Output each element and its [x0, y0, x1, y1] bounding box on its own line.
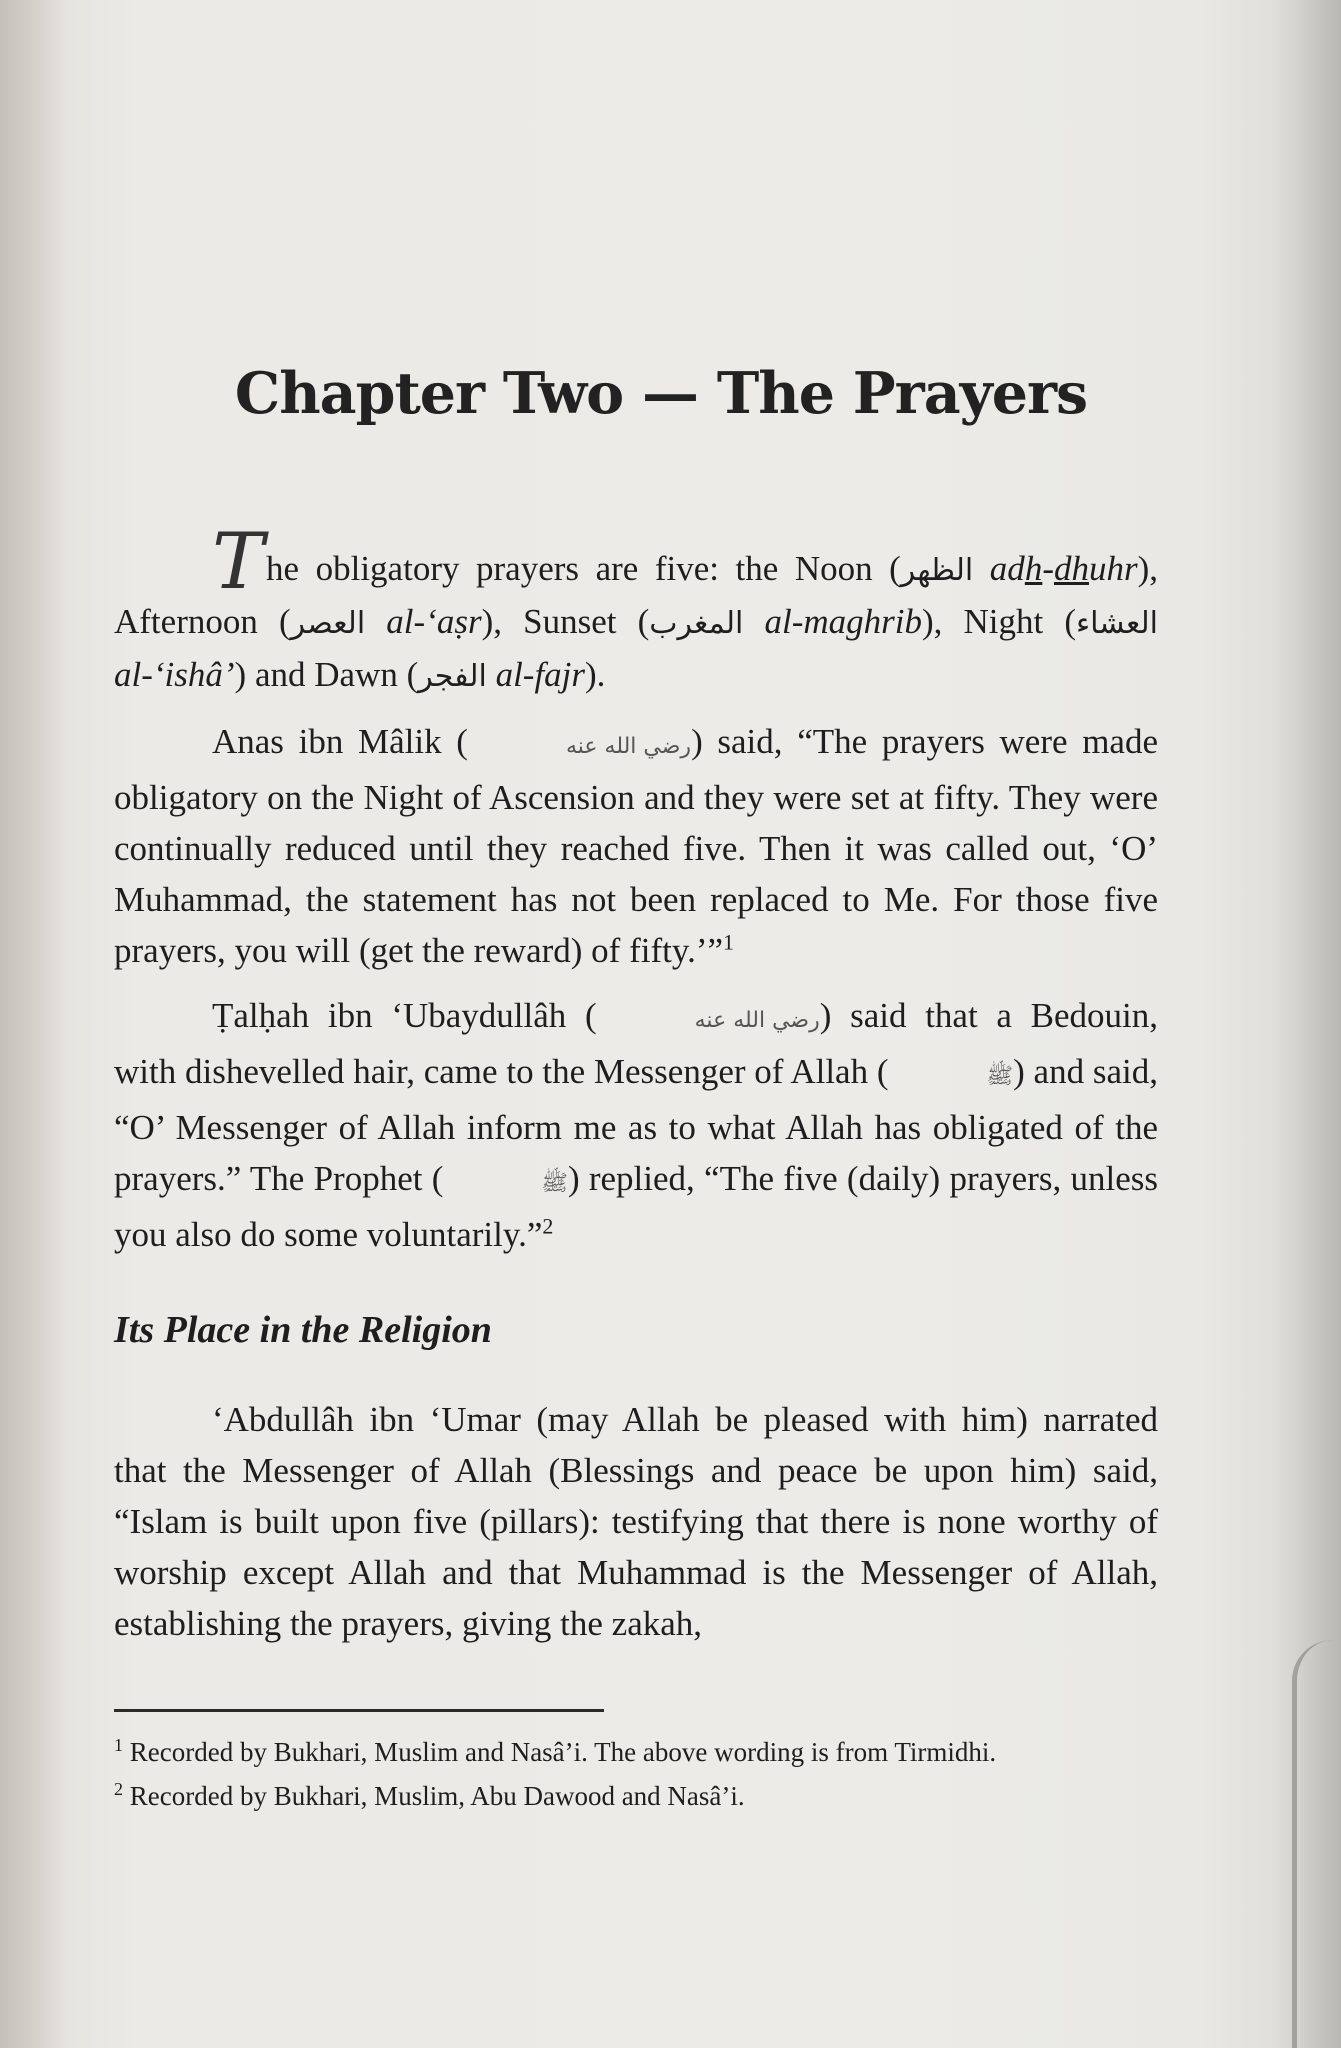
footnote-ref-2[interactable]: 2	[542, 1213, 554, 1239]
translit-maghrib: al-maghrib	[743, 602, 922, 641]
anas-paragraph: Anas ibn Mâlik ( رضي الله عنه) said, “The prayers were made obligatory on the Night of Ascension and they were set at fifty. They were continually reduced until they reached five. Then it was called out, ‘O’ Muhammad, the statement has not been replaced to Me. For those five prayers, you will (get the reward) of fifty.’”$^1$	[114, 722, 1158, 970]
drop-cap: T	[212, 517, 265, 607]
spine-shadow	[0, 0, 70, 2048]
translit-asr: al-‘aṣr	[365, 602, 482, 641]
intro-text: ), Sunset (	[481, 602, 650, 641]
arabic-dhuhr: الظهر	[900, 553, 974, 588]
arabic-fajr: الفجر	[418, 659, 487, 694]
footnote-2: $^2$ Recorded by Bukhari, Muslim, Abu Dawood and Nasâ’i.	[114, 1779, 745, 1811]
honorific-salawat-icon: ﷺ	[541, 1171, 568, 1196]
section-heading: Its Place in the Religion	[114, 1309, 492, 1351]
arabic-isha: العشاء	[1076, 606, 1158, 641]
footnote-ref-1[interactable]: 1	[723, 929, 735, 955]
page-curl	[1292, 1640, 1333, 2048]
intro-text: ), Afternoon (	[114, 549, 1158, 641]
intro-text: ) and Dawn (	[234, 655, 419, 694]
abdullah-paragraph: ‘Abdullâh ibn ‘Umar (may Allah be pleased with him) narrated that the Messenger of Allah (Blessings and peace be upon him) said, “Islam is built upon five (pillars): testifying that there is none worthy of worship except Allah and that Muhammad is the Messenger of Allah, establishing the prayers, giving the zakah,	[114, 1400, 1158, 1643]
translit-fajr: al-fajr	[486, 655, 586, 694]
intro-text: ).	[585, 655, 606, 694]
arabic-maghrib: المغرب	[649, 606, 744, 641]
footnote-1: $^1$ Recorded by Bukhari, Muslim and Nasâ’i. The above wording is from Tirmidhi.	[114, 1735, 997, 1767]
intro-paragraph	[114, 515, 1158, 702]
intro-text: ), Night (	[921, 602, 1077, 641]
honorific-radiyallahu-icon: رضي الله عنه	[565, 734, 692, 759]
translit-dhuhr: adh-dhuhr	[973, 549, 1138, 588]
chapter-title: Chapter Two — The Prayers	[234, 360, 1088, 427]
honorific-salawat-icon: ﷺ	[986, 1064, 1014, 1089]
talhah-paragraph: Ṭalḥah ibn ‘Ubaydullâh ( رضي الله عنه) said that a Bedouin, with dishevelled hair, came to the Messenger of Allah ( ﷺ) and said, “O’ Messenger of Allah inform me as to what Allah has obligated of the prayers.” The Prophet ( ﷺ) replied, “The five (daily) prayers, unless you also do some voluntarily.”$^2$	[114, 996, 1158, 1254]
footnote-divider	[114, 1709, 604, 1712]
intro-text: he obligatory prayers are five: the Noon (	[266, 549, 901, 588]
translit-isha: al-‘ishâ’	[114, 655, 235, 694]
arabic-asr: العصر	[290, 606, 366, 641]
honorific-radiyallahu-icon: رضي الله عنه	[694, 1008, 820, 1033]
book-page	[114, 360, 1158, 1818]
